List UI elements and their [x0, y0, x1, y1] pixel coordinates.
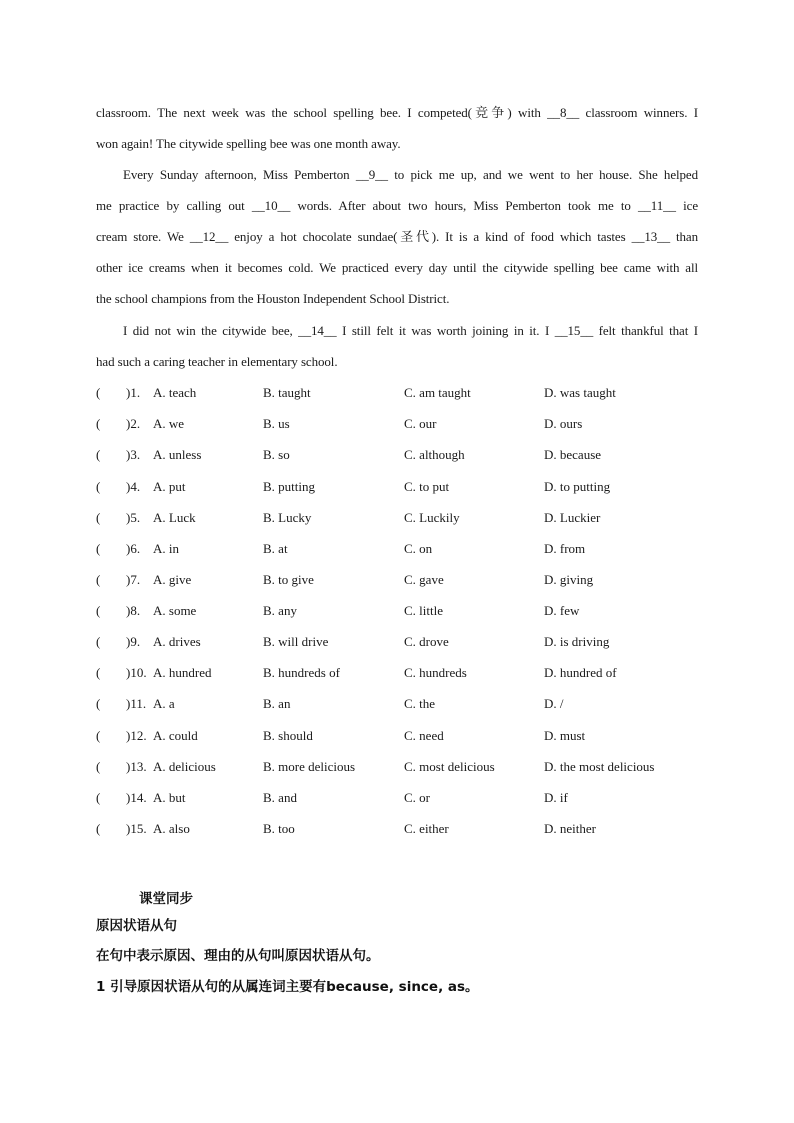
option-d: D. from: [544, 541, 586, 556]
question-number: )12.: [126, 728, 147, 743]
option-b: B. putting: [263, 479, 316, 494]
option-c: C. on: [404, 541, 433, 556]
option-c: C. the: [404, 696, 436, 711]
answer-blank[interactable]: (: [96, 728, 101, 743]
question-number: )13.: [126, 759, 147, 774]
question-row: [96, 663, 716, 694]
section-title: 课堂同步: [139, 891, 193, 907]
passage-paragraph-3: [96, 315, 698, 377]
answer-blank[interactable]: (: [96, 790, 101, 805]
option-a: A. unless: [153, 447, 202, 462]
answer-blank[interactable]: (: [96, 634, 101, 649]
option-c: C. most delicious: [404, 759, 495, 774]
question-row: [96, 477, 716, 508]
question-number: )11.: [126, 696, 147, 711]
option-a: A. in: [153, 541, 179, 556]
question-row: [96, 445, 716, 476]
option-d: D. the most delicious: [544, 759, 655, 774]
option-c: C. either: [404, 821, 449, 836]
question-row: [96, 726, 716, 757]
option-a: A. teach: [153, 385, 197, 400]
option-d: D. was taught: [544, 385, 616, 400]
option-c: C. or: [404, 790, 430, 805]
option-b: B. to give: [263, 572, 314, 587]
text-line: Every Sunday afternoon, Miss Pemberton __9__ to pick me up, and we went to her house. She helped: [123, 167, 698, 182]
answer-blank[interactable]: (: [96, 603, 101, 618]
answer-blank[interactable]: (: [96, 821, 101, 836]
question-row: [96, 632, 716, 663]
answer-blank[interactable]: (: [96, 665, 101, 680]
text-line: cream store. We __12__ enjoy a hot chocolate sundae(圣代). It is a kind of food which tastes __13__ than: [96, 229, 698, 244]
option-b: B. at: [263, 541, 288, 556]
option-b: B. should: [263, 728, 313, 743]
option-a: A. hundred: [153, 665, 212, 680]
text-line: classroom. The next week was the school spelling bee. I competed(竞争) with __8__ classroom winners. I: [96, 105, 698, 120]
option-d: D. neither: [544, 821, 596, 836]
option-d: D. /: [544, 696, 564, 711]
option-a: A. but: [153, 790, 186, 805]
answer-blank[interactable]: (: [96, 572, 101, 587]
option-d: D. because: [544, 447, 602, 462]
option-a: A. delicious: [153, 759, 216, 774]
option-d: D. Luckier: [544, 510, 601, 525]
option-c: C. our: [404, 416, 437, 431]
question-row: [96, 414, 716, 445]
option-c: C. gave: [404, 572, 444, 587]
question-number: )10.: [126, 665, 147, 680]
question-number: )3.: [126, 447, 141, 462]
option-c: C. am taught: [404, 385, 471, 400]
option-d: D. giving: [544, 572, 594, 587]
option-b: B. will drive: [263, 634, 329, 649]
question-number: )4.: [126, 479, 141, 494]
question-number: )15.: [126, 821, 147, 836]
question-number: )7.: [126, 572, 141, 587]
question-row: [96, 694, 716, 725]
option-c: C. drove: [404, 634, 449, 649]
option-d: D. is driving: [544, 634, 610, 649]
option-d: D. if: [544, 790, 568, 805]
answer-blank[interactable]: (: [96, 510, 101, 525]
question-row: [96, 383, 716, 414]
option-a: A. a: [153, 696, 175, 711]
option-d: D. few: [544, 603, 580, 618]
question-row: [96, 601, 716, 632]
option-b: B. hundreds of: [263, 665, 340, 680]
answer-blank[interactable]: (: [96, 759, 101, 774]
option-d: D. must: [544, 728, 586, 743]
question-number: )5.: [126, 510, 141, 525]
text-line: the school champions from the Houston Independent School District.: [96, 291, 450, 306]
option-b: B. more delicious: [263, 759, 356, 774]
question-number: )1.: [126, 385, 141, 400]
option-a: A. we: [153, 416, 185, 431]
question-number: )6.: [126, 541, 141, 556]
option-a: A. Luck: [153, 510, 196, 525]
answer-blank[interactable]: (: [96, 541, 101, 556]
question-row: [96, 819, 716, 850]
text-line: other ice creams when it becomes cold. We practiced every day until the citywide spelling bee came with all: [96, 260, 698, 275]
question-number: )2.: [126, 416, 141, 431]
question-number: )14.: [126, 790, 147, 805]
question-row: [96, 570, 716, 601]
option-c: C. hundreds: [404, 665, 467, 680]
answer-blank[interactable]: (: [96, 696, 101, 711]
text-line: me practice by calling out __10__ words. After about two hours, Miss Pemberton took me to __11__ ice: [96, 198, 698, 213]
answer-blank[interactable]: (: [96, 416, 101, 431]
option-b: B. so: [263, 447, 290, 462]
option-d: D. hundred of: [544, 665, 617, 680]
option-b: B. an: [263, 696, 291, 711]
option-d: D. ours: [544, 416, 583, 431]
answer-blank[interactable]: (: [96, 479, 101, 494]
option-a: A. also: [153, 821, 190, 836]
option-a: A. some: [153, 603, 197, 618]
option-a: A. drives: [153, 634, 201, 649]
option-b: B. Lucky: [263, 510, 312, 525]
option-b: B. any: [263, 603, 297, 618]
question-number: )9.: [126, 634, 141, 649]
option-b: B. and: [263, 790, 297, 805]
grammar-topic: 原因状语从句: [96, 918, 177, 934]
option-c: C. Luckily: [404, 510, 460, 525]
grammar-definition: 在句中表示原因、理由的从句叫原因状语从句。: [96, 948, 380, 964]
option-b: B. us: [263, 416, 290, 431]
answer-blank[interactable]: (: [96, 447, 101, 462]
option-c: C. although: [404, 447, 465, 462]
option-b: B. taught: [263, 385, 311, 400]
question-row: [96, 788, 716, 819]
option-b: B. too: [263, 821, 295, 836]
grammar-point-1: 1 引导原因状语从句的从属连词主要有because, since, as。: [96, 979, 479, 995]
passage-paragraph-2: [96, 159, 698, 314]
text-line: had such a caring teacher in elementary school.: [96, 354, 338, 369]
option-c: C. little: [404, 603, 443, 618]
question-number: )8.: [126, 603, 141, 618]
option-d: D. to putting: [544, 479, 611, 494]
option-c: C. to put: [404, 479, 450, 494]
question-row: [96, 757, 716, 788]
option-c: C. need: [404, 728, 444, 743]
text-line: I did not win the citywide bee, __14__ I still felt it was worth joining in it. I __15__ felt thankful that I: [123, 323, 698, 338]
option-a: A. put: [153, 479, 186, 494]
passage-paragraph-1: [96, 97, 698, 159]
question-row: [96, 508, 716, 539]
option-a: A. give: [153, 572, 192, 587]
text-line: won again! The citywide spelling bee was one month away.: [96, 136, 401, 151]
answer-blank[interactable]: (: [96, 385, 101, 400]
option-a: A. could: [153, 728, 198, 743]
question-row: [96, 539, 716, 570]
